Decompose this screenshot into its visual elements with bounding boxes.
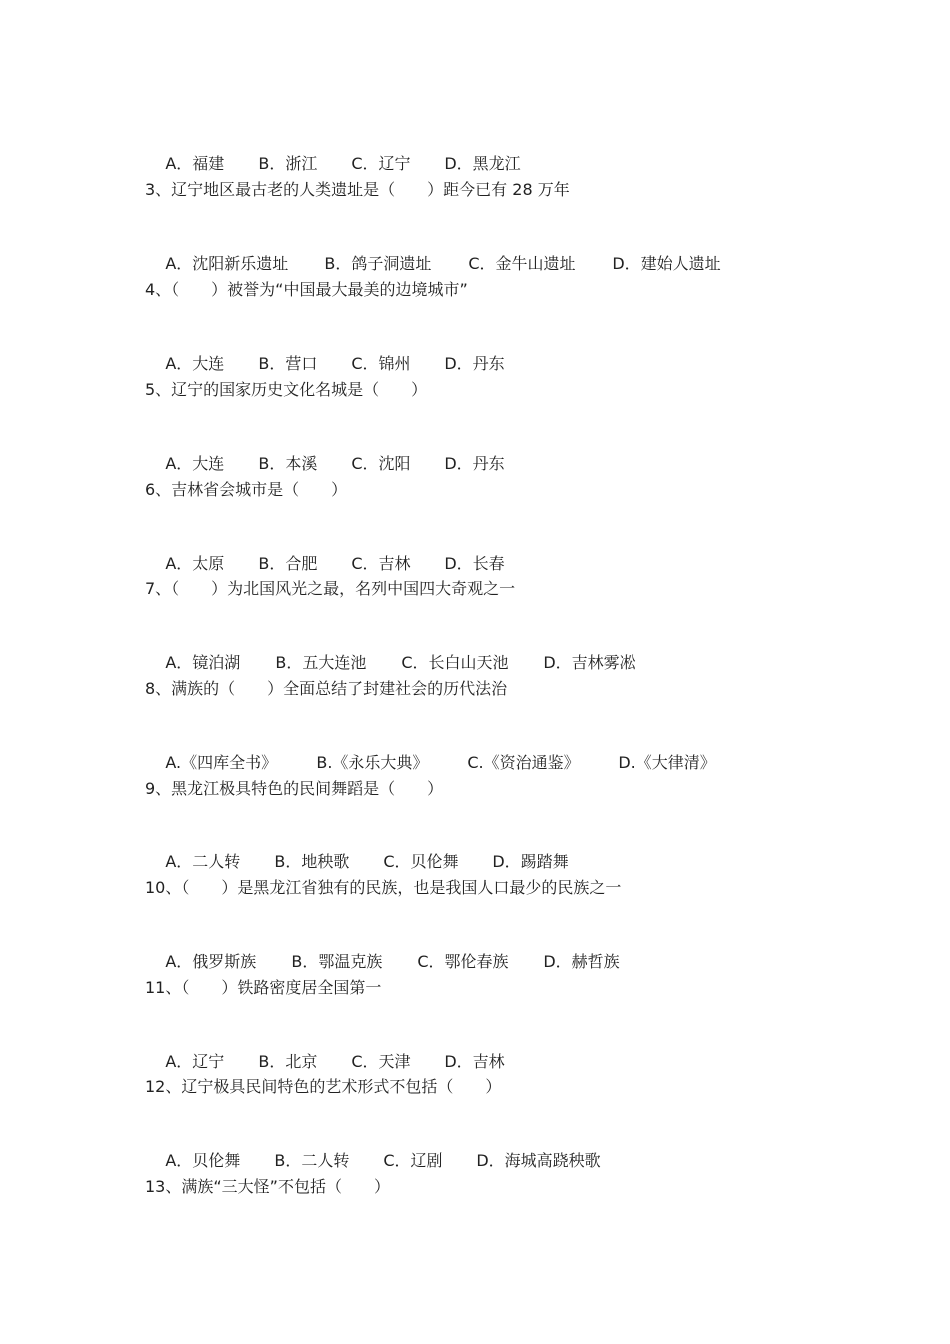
- question-4-options: [145, 328, 505, 373]
- question-10-options: [145, 926, 620, 971]
- option-d: D．赫哲族: [543, 952, 620, 971]
- option-a: A．辽宁: [165, 1052, 225, 1071]
- option-b: B．浙江: [258, 154, 318, 173]
- question-12-options: [145, 1125, 601, 1170]
- option-c: C．沈阳: [351, 454, 411, 473]
- question-11: 11、（ ）铁路密度居全国第一: [145, 978, 382, 997]
- option-b: B．本溪: [258, 454, 318, 473]
- option-b: B．北京: [258, 1052, 318, 1071]
- option-b: B．合肥: [258, 554, 318, 573]
- question-7: 7、（ ）为北国风光之最，名列中国四大奇观之一: [145, 579, 516, 598]
- option-b: B．二人转: [274, 1151, 350, 1170]
- option-a: A．二人转: [165, 852, 241, 871]
- option-a: A．太原: [165, 554, 225, 573]
- option-b: B．营口: [258, 354, 318, 373]
- option-c: C．辽宁: [351, 154, 411, 173]
- question-12: 12、辽宁极具民间特色的艺术形式不包括（ ）: [145, 1077, 502, 1096]
- question-13: 13、满族“三大怪”不包括（ ）: [145, 1177, 390, 1196]
- option-a: A．贝伦舞: [165, 1151, 241, 1170]
- option-c: C.《资治通鉴》: [467, 753, 580, 772]
- option-c: C．长白山天池: [401, 653, 509, 672]
- question-6: 6、吉林省会城市是（ ）: [145, 480, 348, 499]
- question-5: 5、辽宁的国家历史文化名城是（ ）: [145, 380, 428, 399]
- option-a: A．福建: [165, 154, 225, 173]
- option-a: A．俄罗斯族: [165, 952, 257, 971]
- option-d: D．长春: [444, 554, 505, 573]
- option-a: A.《四库全书》: [165, 753, 278, 772]
- option-c: C．天津: [351, 1052, 411, 1071]
- option-c: C．锦州: [351, 354, 411, 373]
- option-a: A．大连: [165, 354, 225, 373]
- option-d: D．丹东: [444, 454, 505, 473]
- option-d: D．吉林雾凇: [543, 653, 636, 672]
- option-d: D．踢踏舞: [492, 852, 569, 871]
- question-10: 10、（ ）是黑龙江省独有的民族，也是我国人口最少的民族之一: [145, 878, 622, 897]
- option-d: D．建始人遗址: [612, 254, 721, 273]
- question-4: 4、（ ）被誉为“中国最大最美的边境城市”: [145, 280, 468, 299]
- question-5-options: [145, 428, 505, 473]
- question-9-options: [145, 826, 569, 871]
- option-c: C．辽剧: [383, 1151, 443, 1170]
- option-a: A．沈阳新乐遗址: [165, 254, 289, 273]
- option-d: D．黑龙江: [444, 154, 521, 173]
- option-d: D.《大律清》: [618, 753, 716, 772]
- option-d: D．丹东: [444, 354, 505, 373]
- option-b: B．地秧歌: [274, 852, 350, 871]
- option-b: B．五大连池: [275, 653, 367, 672]
- question-11-options: [145, 1026, 505, 1071]
- option-c: C．吉林: [351, 554, 411, 573]
- question-7-options: [145, 627, 636, 672]
- option-d: D．海城高跷秧歌: [476, 1151, 601, 1170]
- question-3-options: [145, 228, 721, 273]
- question-6-options: [145, 528, 505, 573]
- option-c: C．金牛山遗址: [468, 254, 576, 273]
- option-a: A．大连: [165, 454, 225, 473]
- option-c: C．贝伦舞: [383, 852, 459, 871]
- option-b: B．鸽子洞遗址: [324, 254, 432, 273]
- question-8: 8、满族的（ ）全面总结了封建社会的历代法治: [145, 679, 508, 698]
- question-8-options: [145, 727, 716, 772]
- question-2-options: [145, 128, 521, 173]
- option-d: D．吉林: [444, 1052, 505, 1071]
- option-b: B．鄂温克族: [291, 952, 383, 971]
- question-9: 9、黑龙江极具特色的民间舞蹈是（ ）: [145, 779, 444, 798]
- question-3: 3、辽宁地区最古老的人类遗址是（ ）距今已有 28 万年: [145, 180, 570, 199]
- option-b: B.《永乐大典》: [316, 753, 429, 772]
- option-c: C．鄂伦春族: [417, 952, 509, 971]
- option-a: A．镜泊湖: [165, 653, 241, 672]
